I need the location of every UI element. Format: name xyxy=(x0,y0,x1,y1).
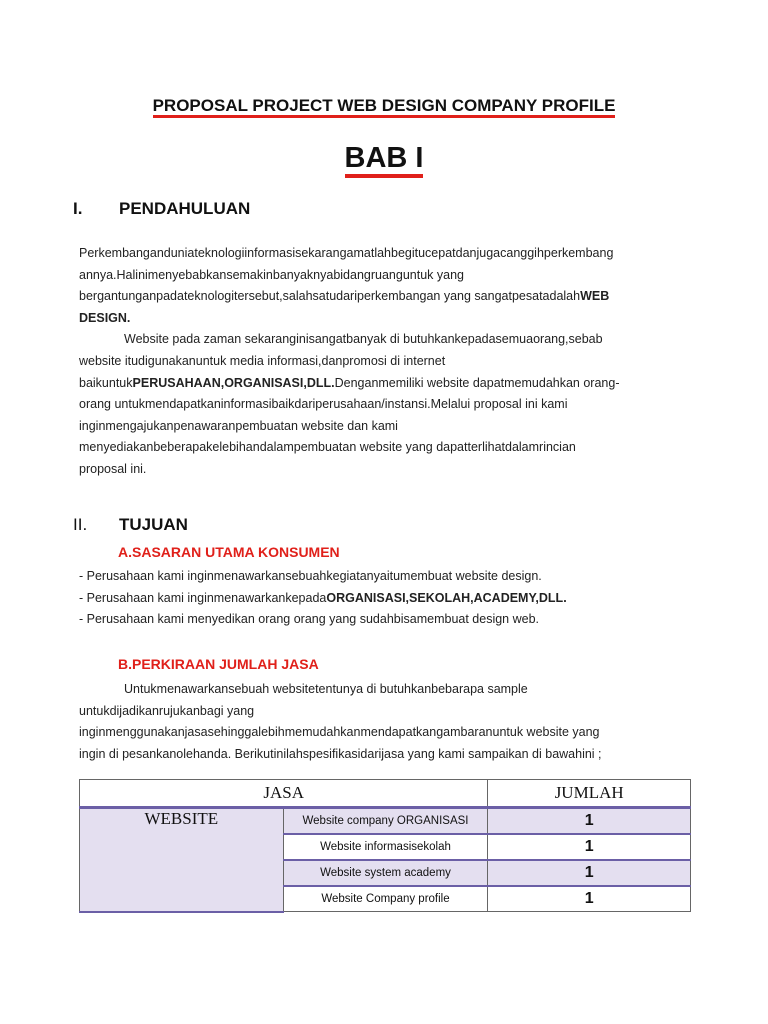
document-title: PROPOSAL PROJECT WEB DESIGN COMPANY PROFILE xyxy=(0,96,768,116)
service-name: Website Company profile xyxy=(283,886,488,912)
table-row xyxy=(80,808,691,835)
service-name: Website system academy xyxy=(283,860,488,886)
table-header-row xyxy=(80,780,691,808)
list-item: - Perusahaan kami inginmenawarkankepadaORGANISASI,SEKOLAH,ACADEMY,DLL. xyxy=(79,590,567,605)
header-jumlah: JUMLAH xyxy=(488,780,691,808)
section-heading-tujuan: II. TUJUAN xyxy=(73,515,188,534)
service-name: Website company ORGANISASI xyxy=(283,808,488,835)
section-heading-pendahuluan: I. PENDAHULUAN xyxy=(73,199,251,218)
sasaran-bullet-list xyxy=(79,566,719,631)
service-qty: 1 xyxy=(488,808,691,835)
service-name: Website informasisekolah xyxy=(283,834,488,860)
list-item: - Perusahaan kami inginmenawarkansebuahkegiatanyaitumembuat website design. xyxy=(79,569,542,583)
chapter-heading: BAB I xyxy=(0,142,768,175)
list-item: - Perusahaan kami menyedikan orang orang yang sudahbisamembuat design web. xyxy=(79,612,540,627)
jasa-table xyxy=(79,779,691,913)
pendahuluan-paragraph: Perkembanganduniateknologiinformasisekarangamatlahbegitucepatdanjugacanggihperkembang annya.Halinimenyebabkansemakinbanyaknyabidangruanguntuk yang bergantunganpadateknologitersebut,salahsatudariperkembangan yang sangatpesatadalahWEB DESIGN. Website pada zaman sekaranginisangatbanyak di butuhkankepadasemuaorang,sebab website itudigunakanuntuk media informasi,danpromosi di internet baikuntukPERUSAHAAN,ORGANISASI,DLL.Denganmemiliki website dapatmemudahkan orang- orang untukmendapatkaninformasibaikdariperusahaan/instansi.Melalui proposal ini kami inginmengajukanpenawaranpembuatan website dan kami menyediakanbeberapakelebihandalampembuatan website yang dapatterlihatdalamrincian proposal ini. xyxy=(79,246,620,476)
subheading-perkiraan: B.PERKIRAAN JUMLAH JASA xyxy=(118,656,319,672)
header-jasa: JASA xyxy=(80,780,488,808)
subheading-sasaran: A.SASARAN UTAMA KONSUMEN xyxy=(118,544,340,560)
service-qty: 1 xyxy=(488,860,691,886)
perkiraan-paragraph: Untukmenawarkansebuah websitetentunya di butuhkanbebarapa sample untukdijadikanrujukanbagi yang inginmenggunakanjasasehinggalebihmemudahkanmendapatkangambaranuntuk website yang ingin di pesankanolehanda. Berikutinilahspesifikasidarijasa yang kami sampaikan di bawahini ; xyxy=(79,682,602,761)
service-website: WEBSITE xyxy=(80,808,284,912)
service-qty: 1 xyxy=(488,834,691,860)
service-qty: 1 xyxy=(488,886,691,912)
